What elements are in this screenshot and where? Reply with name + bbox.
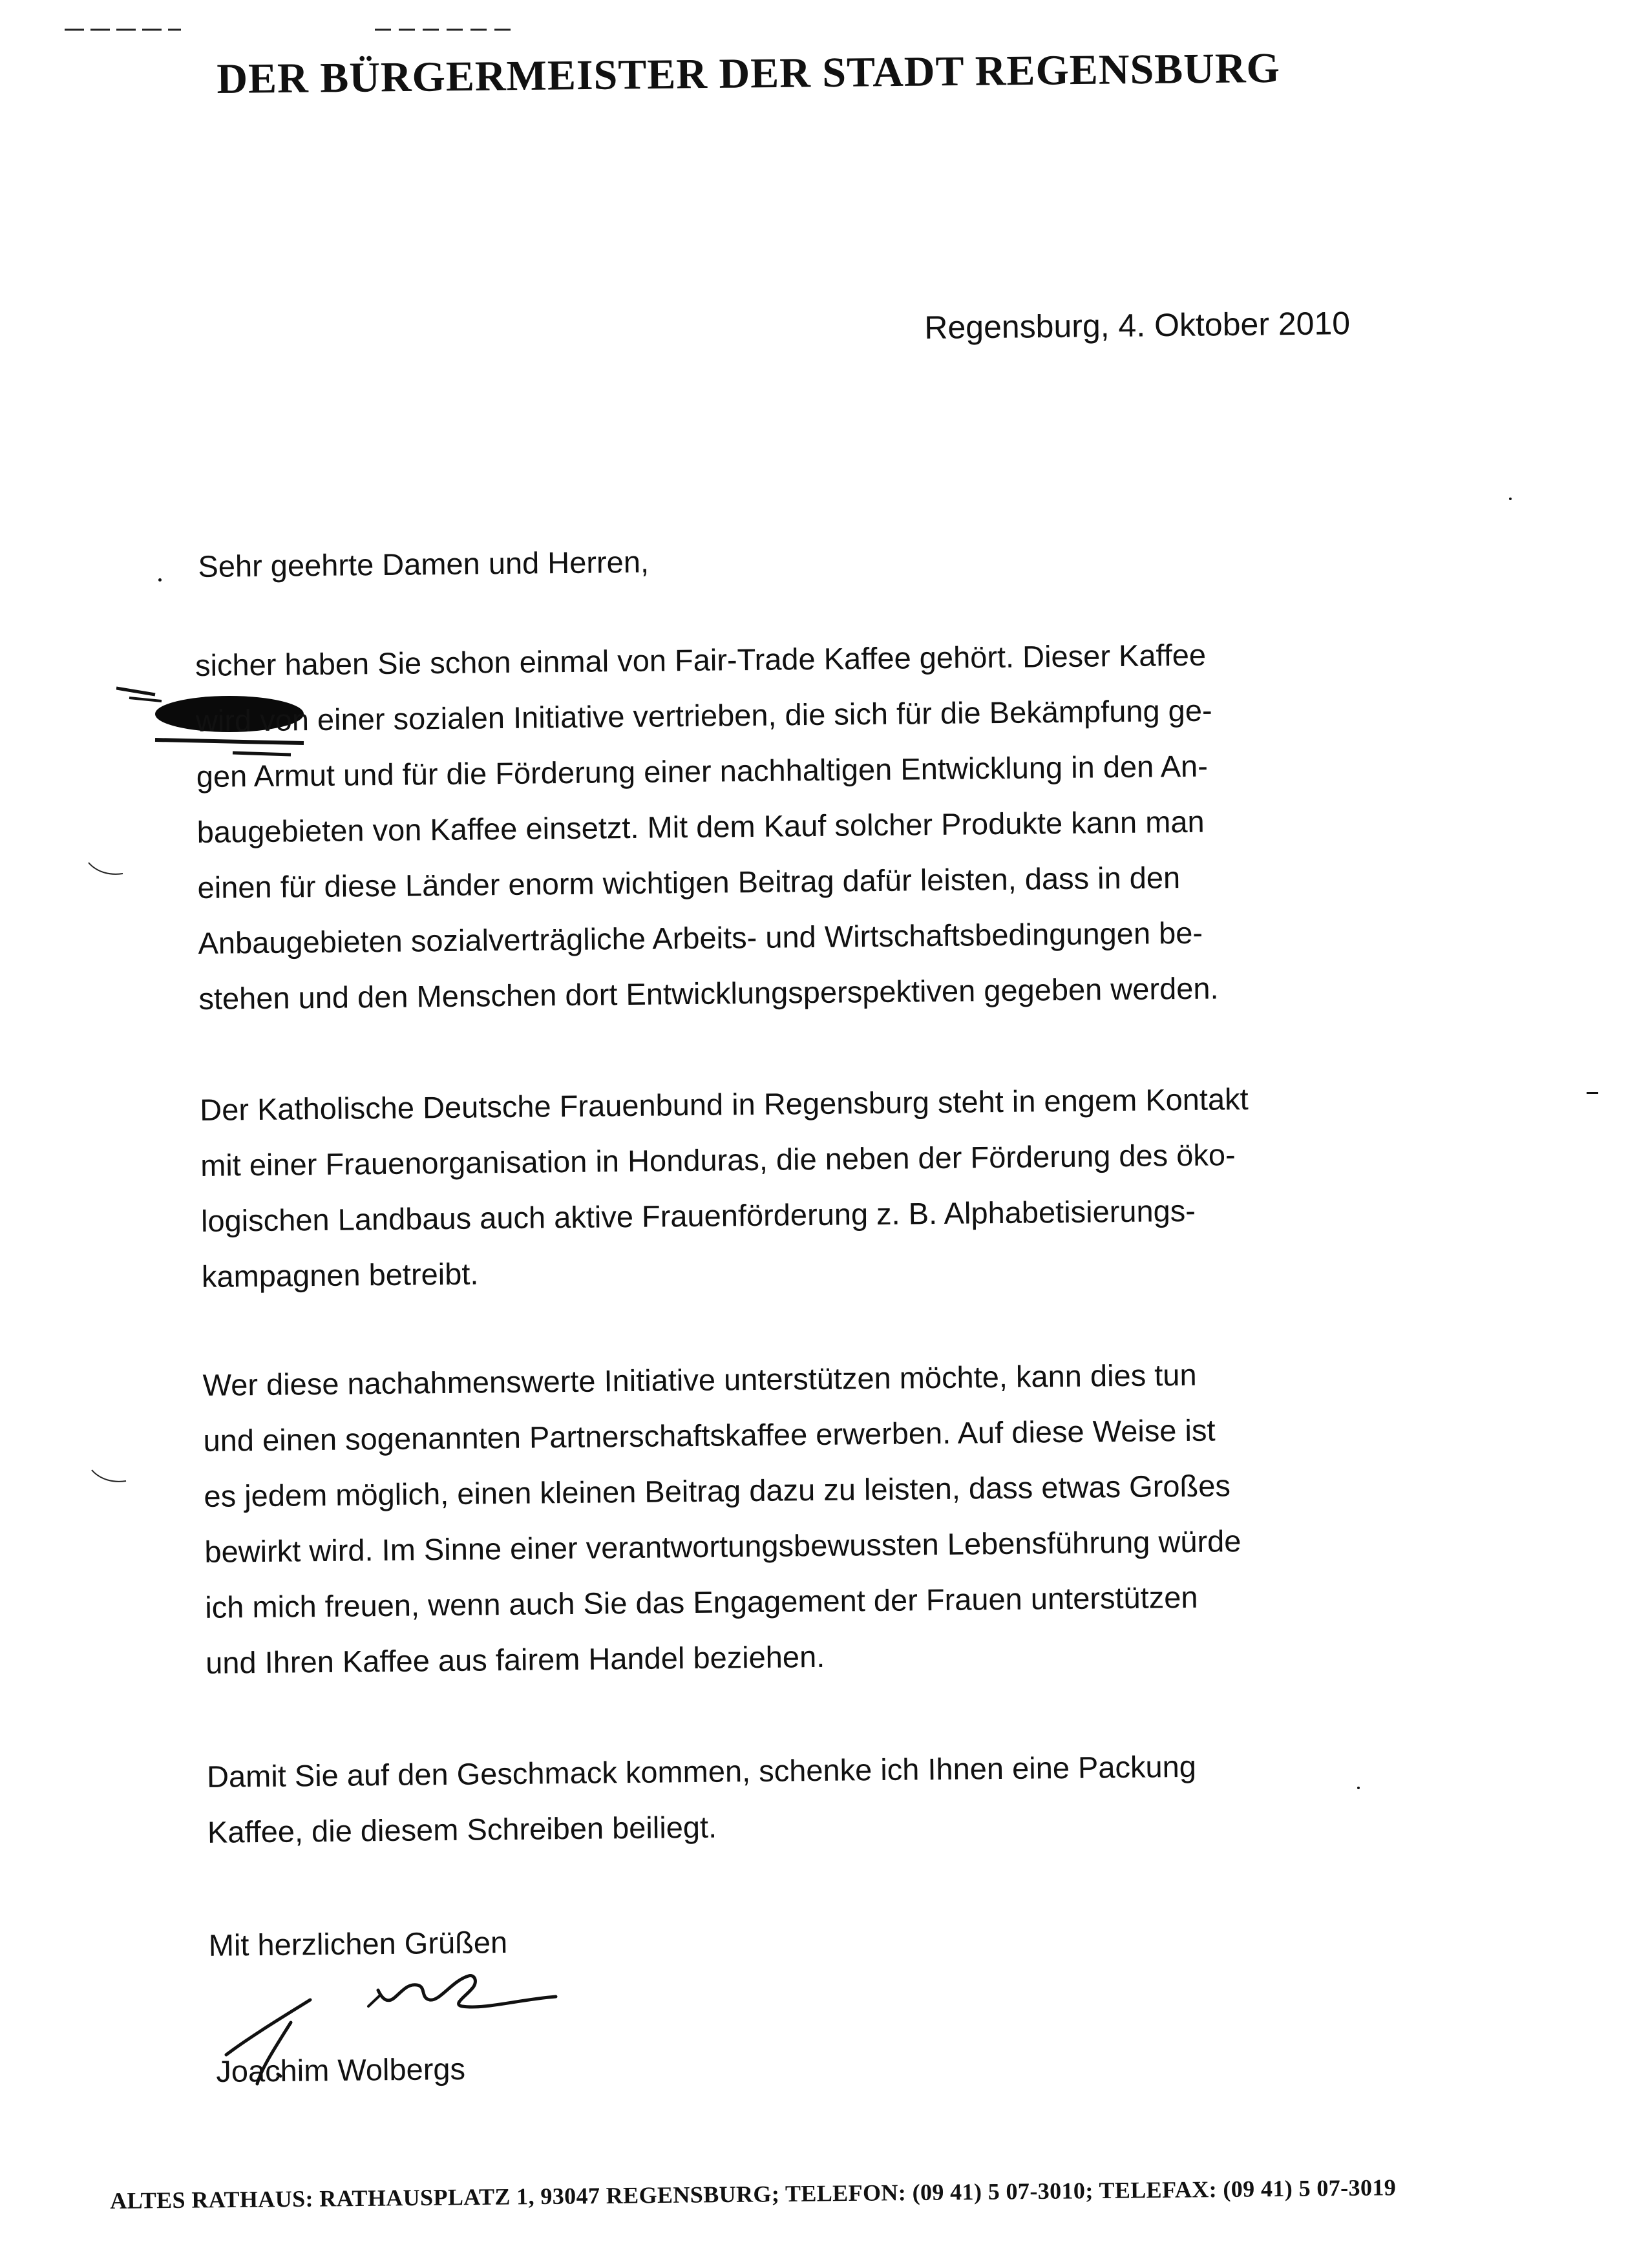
closing-greeting: Mit herzlichen Grüßen: [208, 1925, 508, 1962]
letter-body: [194, 527, 1437, 1973]
scan-speck: [1509, 498, 1512, 500]
paragraph-line: Damit Sie auf den Geschmack kommen, schenke ich Ihnen eine Packung: [206, 1748, 1197, 1794]
salutation: Sehr geehrte Damen und Herren,: [198, 544, 650, 583]
signer-name: Joachim Wolbergs: [216, 2051, 466, 2088]
paragraph-line: stehen und den Menschen dort Entwicklungsperspektiven gegeben werden.: [198, 971, 1219, 1016]
paragraph-3: [202, 1345, 1433, 1691]
scan-speck: [1357, 1787, 1360, 1789]
letterhead-title: DER BÜRGERMEISTER DER STADT REGENSBURG: [217, 44, 1281, 103]
paragraph-line: einen für diese Länder enorm wichtigen Beitrag dafür leisten, dass in den: [197, 860, 1181, 905]
scan-speck: [90, 1467, 129, 1486]
paragraph-line: Der Katholische Deutsche Frauenbund in Regensburg steht in engem Kontakt: [199, 1081, 1249, 1127]
paragraph-1: [195, 625, 1427, 1027]
paragraph-line: wird von einer sozialen Initiative vertrieben, die sich für die Bekämpfung ge-: [195, 693, 1212, 738]
scan-artifact-top: [65, 26, 517, 34]
scan-speck: [87, 859, 126, 879]
paragraph-line: Kaffee, die diesem Schreiben beiliegt.: [207, 1809, 717, 1849]
paragraph-line: mit einer Frauenorganisation in Honduras, die neben der Förderung des öko-: [200, 1137, 1236, 1182]
paragraph-line: kampagnen betreibt.: [201, 1256, 479, 1294]
paragraph-line: bewirkt wird. Im Sinne einer verantwortungsbewussten Lebensführung würde: [204, 1524, 1241, 1569]
date-line: Regensburg, 4. Oktober 2010: [924, 305, 1351, 346]
paragraph-line: sicher haben Sie schon einmal von Fair-Trade Kaffee gehört. Dieser Kaffee: [195, 637, 1207, 682]
paragraph-line: und Ihren Kaffee aus fairem Handel beziehen.: [205, 1639, 825, 1680]
paragraph-line: logischen Landbaus auch aktive Frauenförderung z. B. Alphabetisierungs-: [200, 1193, 1196, 1238]
paragraph-line: und einen sogenannten Partnerschaftskaffee erwerben. Auf diese Weise ist: [203, 1412, 1216, 1458]
footer-address: ALTES RATHAUS: RATHAUSPLATZ 1, 93047 REGENSBURG; TELEFON: (09 41) 5 07-3010; TELEFAX: (09 41) 5 07-3019: [110, 2174, 1397, 2214]
paragraph-line: baugebieten von Kaffee einsetzt. Mit dem Kauf solcher Produkte kann man: [196, 804, 1205, 849]
paragraph-4: [207, 1736, 1436, 1860]
paragraph-line: es jedem möglich, einen kleinen Beitrag dazu zu leisten, dass etwas Großes: [204, 1468, 1231, 1513]
paragraph-line: Wer diese nachahmenswerte Initiative unterstützen möchte, kann dies tun: [202, 1357, 1197, 1402]
paragraph-2: [200, 1069, 1430, 1305]
paragraph-line: gen Armut und für die Förderung einer nachhaltigen Entwicklung in den An-: [196, 748, 1209, 793]
scan-speck: [1587, 1092, 1598, 1094]
paragraph-line: ich mich freuen, wenn auch Sie das Engagement der Frauen unterstützen: [205, 1579, 1198, 1624]
scan-speck: [158, 578, 162, 582]
paragraph-line: Anbaugebieten sozialverträgliche Arbeits- und Wirtschaftsbedingungen be-: [198, 915, 1203, 960]
